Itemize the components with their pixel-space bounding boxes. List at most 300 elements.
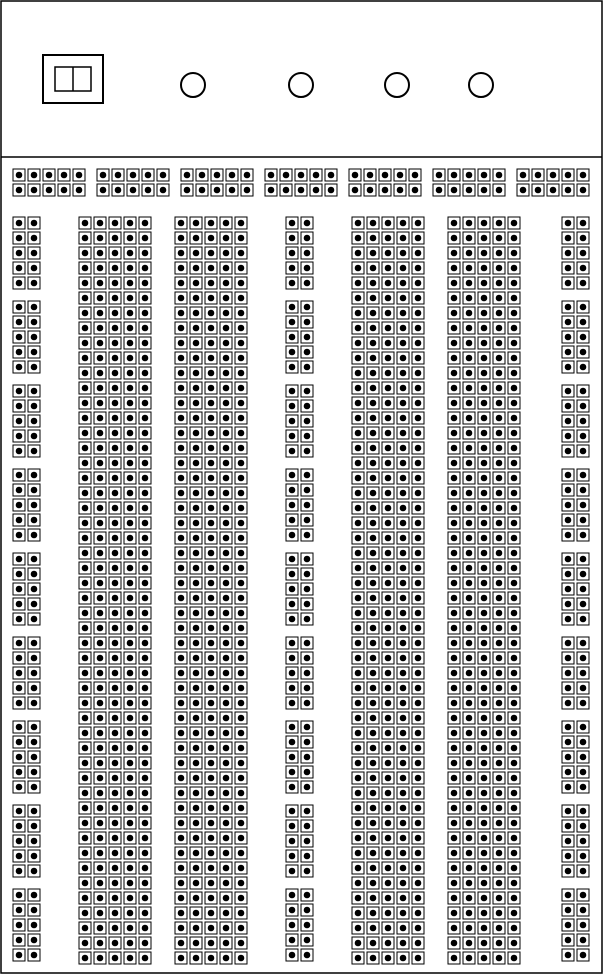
hole[interactable]: [463, 952, 475, 964]
hole[interactable]: [190, 847, 202, 859]
hole[interactable]: [493, 532, 505, 544]
hole[interactable]: [286, 415, 298, 427]
hole[interactable]: [94, 382, 106, 394]
hole[interactable]: [94, 682, 106, 694]
hole[interactable]: [190, 292, 202, 304]
hole[interactable]: [562, 583, 574, 595]
hole[interactable]: [463, 472, 475, 484]
hole[interactable]: [220, 412, 232, 424]
hole[interactable]: [478, 184, 490, 196]
hole[interactable]: [301, 721, 313, 733]
hole[interactable]: [397, 892, 409, 904]
hole[interactable]: [286, 919, 298, 931]
hole[interactable]: [175, 562, 187, 574]
hole[interactable]: [220, 607, 232, 619]
hole[interactable]: [226, 184, 238, 196]
hole[interactable]: [301, 469, 313, 481]
hole[interactable]: [79, 592, 91, 604]
hole[interactable]: [235, 922, 247, 934]
hole[interactable]: [124, 457, 136, 469]
hole[interactable]: [190, 487, 202, 499]
hole[interactable]: [175, 607, 187, 619]
hole[interactable]: [448, 502, 460, 514]
hole[interactable]: [301, 445, 313, 457]
hole[interactable]: [205, 682, 217, 694]
hole[interactable]: [493, 472, 505, 484]
hole[interactable]: [175, 217, 187, 229]
hole[interactable]: [382, 217, 394, 229]
hole[interactable]: [397, 817, 409, 829]
hole[interactable]: [124, 817, 136, 829]
hole[interactable]: [280, 169, 292, 181]
hole[interactable]: [124, 772, 136, 784]
hole[interactable]: [190, 592, 202, 604]
hole[interactable]: [109, 532, 121, 544]
hole[interactable]: [13, 652, 25, 664]
hole[interactable]: [28, 469, 40, 481]
hole[interactable]: [577, 529, 589, 541]
hole[interactable]: [508, 892, 520, 904]
hole[interactable]: [205, 412, 217, 424]
hole[interactable]: [139, 787, 151, 799]
hole[interactable]: [412, 307, 424, 319]
hole[interactable]: [220, 727, 232, 739]
hole[interactable]: [79, 907, 91, 919]
hole[interactable]: [175, 382, 187, 394]
hole[interactable]: [28, 805, 40, 817]
hole[interactable]: [124, 847, 136, 859]
hole[interactable]: [124, 262, 136, 274]
hole[interactable]: [139, 217, 151, 229]
hole[interactable]: [508, 337, 520, 349]
hole[interactable]: [301, 652, 313, 664]
hole[interactable]: [412, 442, 424, 454]
hole[interactable]: [139, 937, 151, 949]
hole[interactable]: [448, 382, 460, 394]
hole[interactable]: [493, 892, 505, 904]
hole[interactable]: [577, 247, 589, 259]
hole[interactable]: [493, 862, 505, 874]
hole[interactable]: [13, 736, 25, 748]
hole[interactable]: [79, 622, 91, 634]
hole[interactable]: [493, 247, 505, 259]
hole[interactable]: [205, 517, 217, 529]
hole[interactable]: [448, 457, 460, 469]
hole[interactable]: [448, 184, 460, 196]
hole[interactable]: [205, 427, 217, 439]
hole[interactable]: [301, 850, 313, 862]
hole[interactable]: [508, 847, 520, 859]
hole[interactable]: [79, 727, 91, 739]
hole[interactable]: [577, 865, 589, 877]
hole[interactable]: [493, 262, 505, 274]
hole[interactable]: [301, 553, 313, 565]
hole[interactable]: [109, 907, 121, 919]
hole[interactable]: [382, 682, 394, 694]
hole[interactable]: [28, 499, 40, 511]
hole[interactable]: [301, 667, 313, 679]
hole[interactable]: [382, 292, 394, 304]
hole[interactable]: [367, 322, 379, 334]
hole[interactable]: [463, 757, 475, 769]
hole[interactable]: [562, 652, 574, 664]
hole[interactable]: [190, 712, 202, 724]
hole[interactable]: [382, 337, 394, 349]
hole[interactable]: [412, 682, 424, 694]
hole[interactable]: [139, 892, 151, 904]
hole[interactable]: [310, 169, 322, 181]
hole[interactable]: [235, 277, 247, 289]
hole[interactable]: [205, 247, 217, 259]
hole[interactable]: [175, 367, 187, 379]
hole[interactable]: [577, 805, 589, 817]
hole[interactable]: [13, 316, 25, 328]
hole[interactable]: [286, 751, 298, 763]
hole[interactable]: [397, 517, 409, 529]
hole[interactable]: [220, 352, 232, 364]
hole[interactable]: [13, 766, 25, 778]
hole[interactable]: [367, 337, 379, 349]
hole[interactable]: [190, 472, 202, 484]
hole[interactable]: [562, 247, 574, 259]
hole[interactable]: [562, 889, 574, 901]
hole[interactable]: [463, 712, 475, 724]
hole[interactable]: [190, 652, 202, 664]
hole[interactable]: [493, 232, 505, 244]
hole[interactable]: [94, 322, 106, 334]
hole[interactable]: [412, 727, 424, 739]
hole[interactable]: [448, 817, 460, 829]
hole[interactable]: [124, 577, 136, 589]
hole[interactable]: [397, 757, 409, 769]
hole[interactable]: [235, 232, 247, 244]
hole[interactable]: [79, 772, 91, 784]
hole[interactable]: [352, 247, 364, 259]
hole[interactable]: [139, 802, 151, 814]
hole[interactable]: [94, 352, 106, 364]
hole[interactable]: [562, 400, 574, 412]
hole[interactable]: [94, 697, 106, 709]
hole[interactable]: [478, 562, 490, 574]
hole[interactable]: [412, 937, 424, 949]
hole[interactable]: [463, 697, 475, 709]
hole[interactable]: [397, 607, 409, 619]
hole[interactable]: [301, 415, 313, 427]
hole[interactable]: [94, 427, 106, 439]
binding-post-icon[interactable]: [181, 73, 205, 97]
hole[interactable]: [352, 802, 364, 814]
hole[interactable]: [382, 937, 394, 949]
hole[interactable]: [286, 697, 298, 709]
hole[interactable]: [412, 787, 424, 799]
hole[interactable]: [124, 622, 136, 634]
hole[interactable]: [412, 232, 424, 244]
hole[interactable]: [508, 727, 520, 739]
hole[interactable]: [562, 835, 574, 847]
hole[interactable]: [562, 766, 574, 778]
hole[interactable]: [478, 577, 490, 589]
hole[interactable]: [448, 307, 460, 319]
hole[interactable]: [175, 517, 187, 529]
hole[interactable]: [220, 907, 232, 919]
hole[interactable]: [493, 487, 505, 499]
hole[interactable]: [28, 232, 40, 244]
hole[interactable]: [175, 397, 187, 409]
hole[interactable]: [562, 850, 574, 862]
hole[interactable]: [412, 427, 424, 439]
hole[interactable]: [94, 832, 106, 844]
hole[interactable]: [139, 607, 151, 619]
hole[interactable]: [397, 232, 409, 244]
hole[interactable]: [28, 217, 40, 229]
hole[interactable]: [124, 277, 136, 289]
hole[interactable]: [220, 487, 232, 499]
hole[interactable]: [109, 442, 121, 454]
hole[interactable]: [382, 427, 394, 439]
hole[interactable]: [478, 952, 490, 964]
hole[interactable]: [124, 472, 136, 484]
hole[interactable]: [79, 817, 91, 829]
hole[interactable]: [235, 382, 247, 394]
hole[interactable]: [205, 862, 217, 874]
hole[interactable]: [28, 667, 40, 679]
hole[interactable]: [508, 652, 520, 664]
hole[interactable]: [382, 862, 394, 874]
hole[interactable]: [367, 802, 379, 814]
hole[interactable]: [412, 352, 424, 364]
hole[interactable]: [235, 817, 247, 829]
hole[interactable]: [94, 397, 106, 409]
hole[interactable]: [367, 517, 379, 529]
hole[interactable]: [448, 577, 460, 589]
hole[interactable]: [79, 487, 91, 499]
hole[interactable]: [28, 697, 40, 709]
hole[interactable]: [79, 562, 91, 574]
hole[interactable]: [94, 292, 106, 304]
hole[interactable]: [397, 787, 409, 799]
hole[interactable]: [109, 772, 121, 784]
hole[interactable]: [94, 277, 106, 289]
hole[interactable]: [493, 847, 505, 859]
hole[interactable]: [478, 637, 490, 649]
hole[interactable]: [124, 592, 136, 604]
hole[interactable]: [463, 247, 475, 259]
hole[interactable]: [382, 907, 394, 919]
hole[interactable]: [220, 787, 232, 799]
hole[interactable]: [367, 562, 379, 574]
hole[interactable]: [190, 952, 202, 964]
hole[interactable]: [286, 682, 298, 694]
hole[interactable]: [562, 865, 574, 877]
hole[interactable]: [28, 277, 40, 289]
hole[interactable]: [562, 277, 574, 289]
hole[interactable]: [190, 727, 202, 739]
hole[interactable]: [220, 292, 232, 304]
hole[interactable]: [190, 367, 202, 379]
hole[interactable]: [190, 532, 202, 544]
hole[interactable]: [352, 532, 364, 544]
hole[interactable]: [181, 184, 193, 196]
hole[interactable]: [412, 877, 424, 889]
hole[interactable]: [235, 667, 247, 679]
hole[interactable]: [139, 697, 151, 709]
hole[interactable]: [28, 331, 40, 343]
hole[interactable]: [352, 907, 364, 919]
hole[interactable]: [352, 847, 364, 859]
hole[interactable]: [532, 184, 544, 196]
hole[interactable]: [508, 217, 520, 229]
hole[interactable]: [397, 652, 409, 664]
hole[interactable]: [301, 499, 313, 511]
hole[interactable]: [13, 169, 25, 181]
hole[interactable]: [352, 622, 364, 634]
hole[interactable]: [562, 904, 574, 916]
power-switch-icon[interactable]: [43, 55, 103, 103]
hole[interactable]: [352, 577, 364, 589]
hole[interactable]: [28, 385, 40, 397]
hole[interactable]: [94, 412, 106, 424]
hole[interactable]: [139, 877, 151, 889]
hole[interactable]: [139, 577, 151, 589]
hole[interactable]: [397, 277, 409, 289]
hole[interactable]: [367, 532, 379, 544]
hole[interactable]: [79, 472, 91, 484]
hole[interactable]: [28, 415, 40, 427]
hole[interactable]: [79, 712, 91, 724]
hole[interactable]: [175, 832, 187, 844]
hole[interactable]: [412, 382, 424, 394]
hole[interactable]: [109, 682, 121, 694]
hole[interactable]: [79, 232, 91, 244]
hole[interactable]: [205, 322, 217, 334]
hole[interactable]: [43, 169, 55, 181]
hole[interactable]: [28, 247, 40, 259]
hole[interactable]: [175, 847, 187, 859]
hole[interactable]: [448, 532, 460, 544]
hole[interactable]: [13, 721, 25, 733]
hole[interactable]: [412, 667, 424, 679]
hole[interactable]: [235, 487, 247, 499]
hole[interactable]: [175, 817, 187, 829]
hole[interactable]: [508, 937, 520, 949]
hole[interactable]: [139, 382, 151, 394]
hole[interactable]: [94, 622, 106, 634]
hole[interactable]: [562, 751, 574, 763]
hole[interactable]: [463, 337, 475, 349]
hole[interactable]: [94, 862, 106, 874]
hole[interactable]: [211, 169, 223, 181]
hole[interactable]: [397, 457, 409, 469]
hole[interactable]: [235, 607, 247, 619]
hole[interactable]: [79, 652, 91, 664]
hole[interactable]: [286, 865, 298, 877]
hole[interactable]: [562, 553, 574, 565]
hole[interactable]: [13, 469, 25, 481]
hole[interactable]: [124, 652, 136, 664]
hole[interactable]: [109, 787, 121, 799]
hole[interactable]: [397, 712, 409, 724]
hole[interactable]: [220, 517, 232, 529]
hole[interactable]: [463, 262, 475, 274]
hole[interactable]: [493, 277, 505, 289]
hole[interactable]: [367, 592, 379, 604]
hole[interactable]: [139, 517, 151, 529]
hole[interactable]: [13, 445, 25, 457]
hole[interactable]: [235, 877, 247, 889]
hole[interactable]: [562, 385, 574, 397]
hole[interactable]: [493, 577, 505, 589]
hole[interactable]: [142, 169, 154, 181]
hole[interactable]: [412, 802, 424, 814]
hole[interactable]: [382, 802, 394, 814]
hole[interactable]: [13, 865, 25, 877]
hole[interactable]: [220, 712, 232, 724]
hole[interactable]: [235, 292, 247, 304]
hole[interactable]: [301, 682, 313, 694]
hole[interactable]: [367, 247, 379, 259]
hole[interactable]: [397, 637, 409, 649]
hole[interactable]: [577, 262, 589, 274]
hole[interactable]: [508, 637, 520, 649]
hole[interactable]: [352, 742, 364, 754]
hole[interactable]: [382, 472, 394, 484]
hole[interactable]: [577, 301, 589, 313]
hole[interactable]: [109, 742, 121, 754]
hole[interactable]: [139, 757, 151, 769]
hole[interactable]: [301, 232, 313, 244]
hole[interactable]: [94, 502, 106, 514]
hole[interactable]: [205, 877, 217, 889]
hole[interactable]: [478, 907, 490, 919]
hole[interactable]: [235, 457, 247, 469]
hole[interactable]: [124, 292, 136, 304]
hole[interactable]: [478, 247, 490, 259]
hole[interactable]: [13, 613, 25, 625]
hole[interactable]: [382, 502, 394, 514]
hole[interactable]: [190, 802, 202, 814]
hole[interactable]: [175, 682, 187, 694]
hole[interactable]: [235, 727, 247, 739]
hole[interactable]: [112, 169, 124, 181]
hole[interactable]: [367, 217, 379, 229]
hole[interactable]: [13, 499, 25, 511]
hole[interactable]: [205, 457, 217, 469]
hole[interactable]: [286, 430, 298, 442]
hole[interactable]: [382, 892, 394, 904]
hole[interactable]: [28, 184, 40, 196]
hole[interactable]: [367, 607, 379, 619]
hole[interactable]: [397, 667, 409, 679]
hole[interactable]: [397, 682, 409, 694]
hole[interactable]: [28, 568, 40, 580]
hole[interactable]: [508, 472, 520, 484]
hole[interactable]: [577, 361, 589, 373]
hole[interactable]: [175, 307, 187, 319]
hole[interactable]: [79, 352, 91, 364]
hole[interactable]: [478, 337, 490, 349]
hole[interactable]: [28, 316, 40, 328]
hole[interactable]: [352, 307, 364, 319]
hole[interactable]: [562, 184, 574, 196]
hole[interactable]: [139, 712, 151, 724]
hole[interactable]: [508, 802, 520, 814]
hole[interactable]: [412, 952, 424, 964]
hole[interactable]: [478, 847, 490, 859]
hole[interactable]: [352, 652, 364, 664]
hole[interactable]: [508, 487, 520, 499]
hole[interactable]: [493, 922, 505, 934]
hole[interactable]: [109, 472, 121, 484]
